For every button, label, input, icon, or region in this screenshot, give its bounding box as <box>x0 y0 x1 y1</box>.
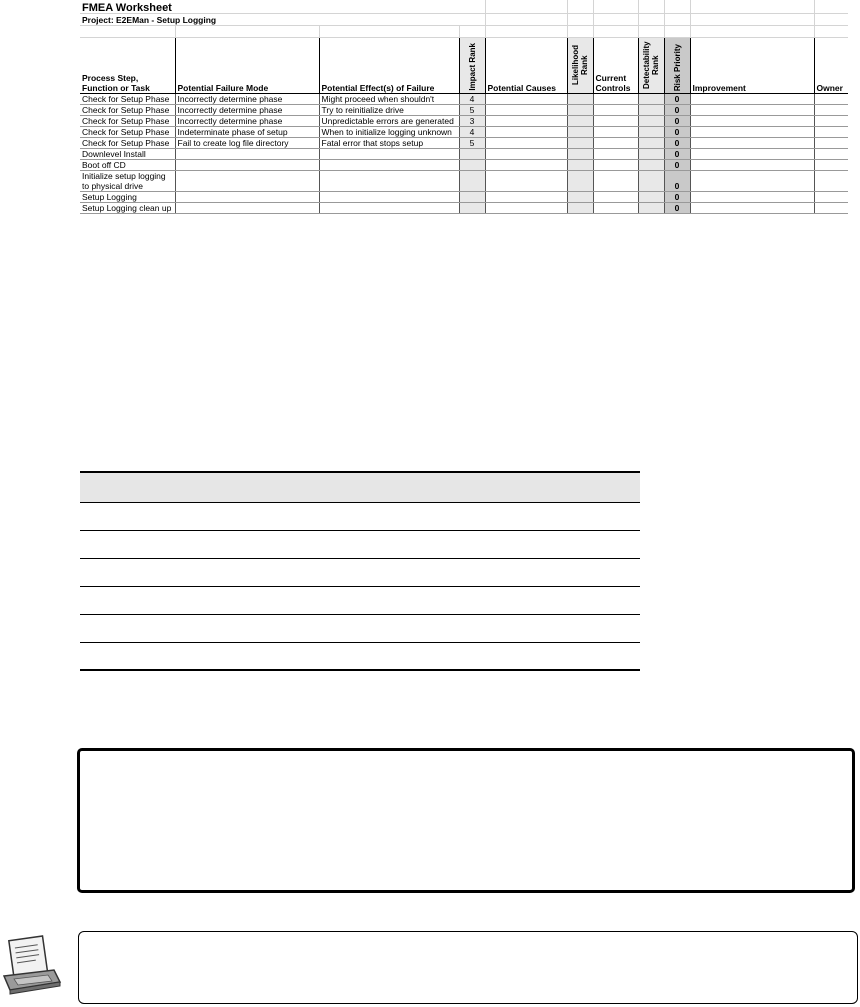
cell-effect <box>319 171 459 192</box>
cell-step: Check for Setup Phase <box>80 94 175 105</box>
cell-step: Setup Logging clean up <box>80 203 175 214</box>
project-label: Project: E2EMan - Setup Logging <box>80 14 459 26</box>
cell-effect <box>319 192 459 203</box>
header-risk-priority: Risk Priority <box>672 43 682 91</box>
cell-step: Check for Setup Phase <box>80 127 175 138</box>
table-row <box>80 94 848 105</box>
table-row <box>80 105 848 116</box>
cell-impact <box>459 192 485 203</box>
cell-effect <box>319 149 459 160</box>
header-detectability-rank: Detectability Rank <box>642 41 660 89</box>
header-owner: Owner <box>814 38 848 94</box>
empty-table-row <box>80 502 640 530</box>
cell-step: Check for Setup Phase <box>80 138 175 149</box>
cell-risk: 0 <box>664 160 690 171</box>
table-row <box>80 149 848 160</box>
cell-mode <box>175 192 319 203</box>
cell-mode: Incorrectly determine phase <box>175 116 319 127</box>
cell-risk: 0 <box>664 192 690 203</box>
table-row <box>80 203 848 214</box>
empty-table-row <box>80 586 640 614</box>
header-effects: Potential Effect(s) of Failure <box>319 38 459 94</box>
cell-mode: Incorrectly determine phase <box>175 105 319 116</box>
cell-effect <box>319 160 459 171</box>
cell-risk: 0 <box>664 171 690 192</box>
cell-effect: Might proceed when shouldn't <box>319 94 459 105</box>
cell-effect: Fatal error that stops setup <box>319 138 459 149</box>
cell-mode: Incorrectly determine phase <box>175 94 319 105</box>
sidebar-box <box>77 748 855 893</box>
cell-mode <box>175 160 319 171</box>
cell-mode <box>175 149 319 160</box>
table-row <box>80 160 848 171</box>
header-improvement: Improvement <box>690 38 814 94</box>
note-document-icon <box>0 932 62 1002</box>
cell-risk: 0 <box>664 127 690 138</box>
cell-step: Check for Setup Phase <box>80 116 175 127</box>
cell-risk: 0 <box>664 94 690 105</box>
header-failure-mode: Potential Failure Mode <box>175 38 319 94</box>
empty-table <box>80 471 640 671</box>
header-likelihood-rank: Likelihood Rank <box>571 45 589 85</box>
cell-impact <box>459 149 485 160</box>
header-potential-causes: Potential Causes <box>485 38 567 94</box>
table-row <box>80 127 848 138</box>
cell-risk: 0 <box>664 149 690 160</box>
cell-mode <box>175 171 319 192</box>
header-impact-rank: Impact Rank <box>467 43 477 91</box>
cell-impact: 5 <box>459 138 485 149</box>
cell-impact <box>459 171 485 192</box>
header-row <box>80 38 848 94</box>
cell-effect: When to initialize logging unknown <box>319 127 459 138</box>
empty-table-row <box>80 642 640 670</box>
cell-step: Check for Setup Phase <box>80 105 175 116</box>
cell-impact: 5 <box>459 105 485 116</box>
empty-table-row <box>80 530 640 558</box>
note-box <box>78 931 858 1004</box>
cell-risk: 0 <box>664 105 690 116</box>
cell-impact <box>459 203 485 214</box>
fmea-worksheet-screenshot <box>80 0 848 220</box>
empty-table-row <box>80 558 640 586</box>
cell-impact: 3 <box>459 116 485 127</box>
cell-impact: 4 <box>459 94 485 105</box>
table-row <box>80 171 848 192</box>
cell-impact <box>459 160 485 171</box>
header-process-step: Process Step, Function or Task <box>80 38 175 94</box>
cell-risk: 0 <box>664 203 690 214</box>
cell-step: Downlevel Install <box>80 149 175 160</box>
empty-table-header <box>80 472 640 502</box>
worksheet-title: FMEA Worksheet <box>80 0 459 14</box>
table-row <box>80 116 848 127</box>
cell-impact: 4 <box>459 127 485 138</box>
cell-effect <box>319 203 459 214</box>
empty-table-row <box>80 614 640 642</box>
cell-effect: Try to reinitialize drive <box>319 105 459 116</box>
table-row <box>80 192 848 203</box>
cell-step: Setup Logging <box>80 192 175 203</box>
header-current-controls: Current Controls <box>593 38 638 94</box>
cell-step: Initialize setup logging to physical drive <box>80 171 175 192</box>
cell-risk: 0 <box>664 138 690 149</box>
cell-effect: Unpredictable errors are generated <box>319 116 459 127</box>
cell-mode: Indeterminate phase of setup <box>175 127 319 138</box>
cell-mode: Fail to create log file directory <box>175 138 319 149</box>
cell-risk: 0 <box>664 116 690 127</box>
cell-mode <box>175 203 319 214</box>
table-row <box>80 138 848 149</box>
cell-step: Boot off CD <box>80 160 175 171</box>
